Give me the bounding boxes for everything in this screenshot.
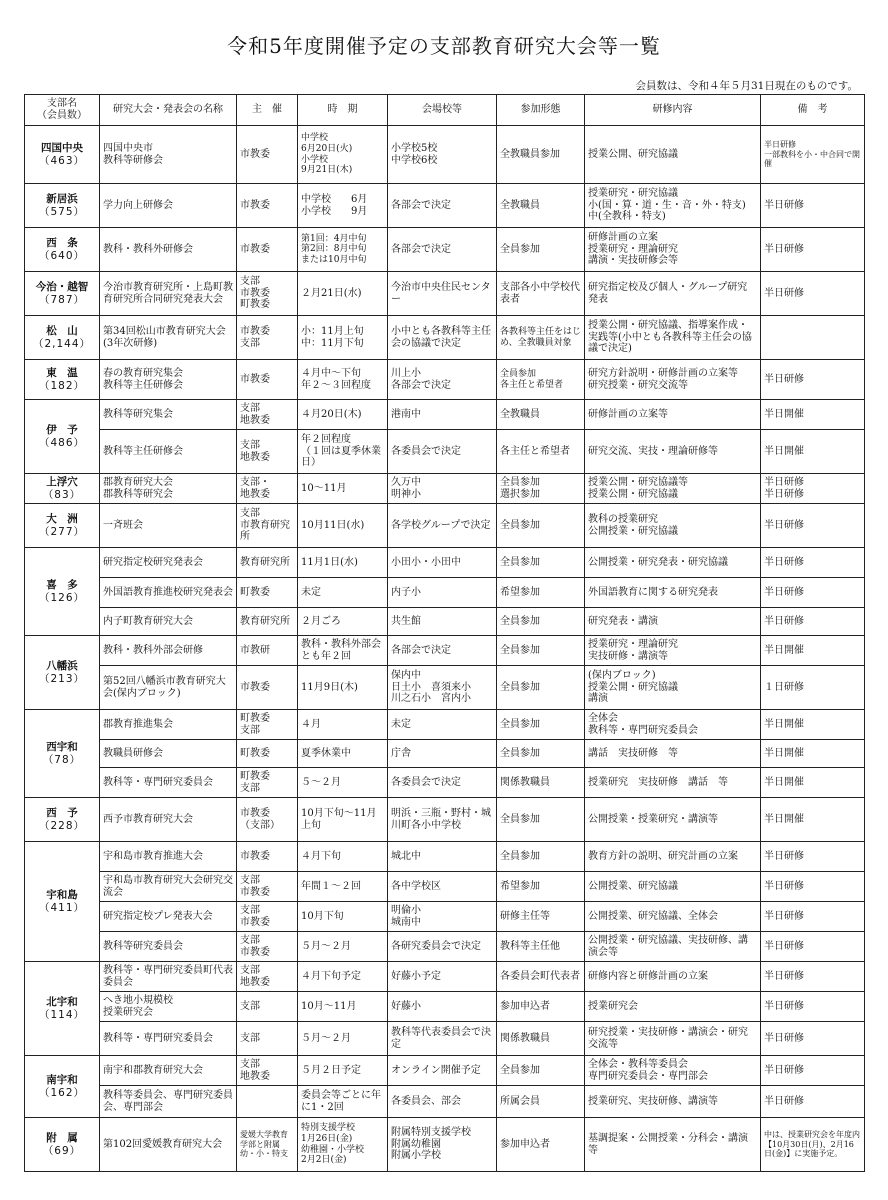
venue-cell: 好藤小 [388,992,497,1022]
time-cell: ５月２日予定 [298,1056,388,1086]
remark-cell: 半日研修 [761,504,865,548]
participation-cell: 参加申込者 [497,992,585,1022]
host-cell: 市教委 [237,184,298,228]
participation-cell: 全員参加 [497,608,585,636]
venue-cell: 久万中 明神小 [388,474,497,504]
time-cell: ５月〜２月 [298,1022,388,1056]
header-participation: 参加形態 [497,95,585,126]
event-name-cell: 郡教育研究大会 郡教科等研究会 [100,474,237,504]
event-name-cell: 春の教育研究集会 教科等主任研修会 [100,360,237,400]
branch-name: 伊 予 [46,424,78,437]
event-name-cell: 第34回松山市教育研究大会(3年次研修) [100,316,237,360]
venue-cell: 港南中 [388,400,497,430]
venue-cell: 川上小 各部会で決定 [388,360,497,400]
content-cell: 研修内容と研修計画の立案 [585,962,761,992]
table-row [25,228,865,272]
branch-cell [25,842,100,962]
host-cell: 支部 地教委 [237,962,298,992]
event-name-cell: 今治市教育研究所・上島町教育研究所合同研究発表大会 [100,272,237,316]
time-cell: 年２回程度 （１回は夏季休業日） [298,430,388,474]
venue-cell: 明倫小 城南中 [388,902,497,932]
content-cell: 授業公開、研究協議 [585,126,761,184]
host-cell: 町教委 支部 [237,768,298,798]
remark-cell: 半日研修 [761,548,865,578]
remark-cell: 半日開催 [761,636,865,666]
branch-member-count: （213） [38,672,86,685]
host-cell: 支部 地教委 [237,430,298,474]
branch-member-count: （640） [38,249,86,262]
time-cell: 11月1日(水) [298,548,388,578]
time-cell: ２月ごろ [298,608,388,636]
host-cell: 支部 市教委 [237,932,298,962]
branch-name: 大 洲 [46,513,78,526]
venue-cell: 城北中 [388,842,497,872]
branch-name: 西宇和 [46,741,78,754]
remark-cell: 半日研修 [761,184,865,228]
participation-cell: 教科等主任他 [497,932,585,962]
venue-cell: 好藤小予定 [388,962,497,992]
time-cell: 11月9日(木) [298,666,388,710]
event-name-cell: 西予市教育研究大会 [100,798,237,842]
table-row [25,768,865,798]
header-content: 研修内容 [585,95,761,126]
content-cell: 研究方針説明・研修計画の立案等 研究授業・研究交流等 [585,360,761,400]
remark-cell: 半日研修 [761,1022,865,1056]
remark-cell: 半日研修 [761,578,865,608]
venue-cell: 各研究委員会で決定 [388,932,497,962]
event-name-cell: 宇和島市教育推進大会 [100,842,237,872]
remark-cell: 半日研修 [761,272,865,316]
host-cell: 町教委 [237,740,298,768]
branch-cell [25,962,100,1056]
remark-cell: 半日研修 [761,962,865,992]
content-cell: 授業研究・理論研究 実技研修・講演等 [585,636,761,666]
table-row [25,842,865,872]
table-row [25,1118,865,1172]
event-name-cell: 郡教育推進集会 [100,710,237,740]
table-row [25,962,865,992]
participation-cell: 全員参加 [497,504,585,548]
table-row [25,872,865,902]
branch-name: 南宇和 [46,1074,78,1087]
table-row [25,1056,865,1086]
venue-cell: 各中学校区 [388,872,497,902]
remark-cell: 半日開催 [761,740,865,768]
remark-cell: 半日研修 半日研修 [761,474,865,504]
table-row [25,548,865,578]
remark-cell: 半日研修 [761,992,865,1022]
venue-cell: 小田小・小田中 [388,548,497,578]
host-cell: 市教研 [237,636,298,666]
branch-member-count: （228） [38,819,86,832]
remark-cell: 半日研修 [761,902,865,932]
participation-cell: 全員参加 [497,740,585,768]
branch-name: 北宇和 [46,996,78,1009]
content-cell: 授業研究 実技研修 講話 等 [585,768,761,798]
event-name-cell: 内子町教育研究大会 [100,608,237,636]
event-name-cell: 研究指定校研究発表会 [100,548,237,578]
event-name-cell: 教科等研究集会 [100,400,237,430]
table-row [25,272,865,316]
event-name-cell: 教科・教科外部会研修 [100,636,237,666]
branch-cell [25,316,100,360]
time-cell: ５月〜２月 [298,932,388,962]
remark-cell: 半日研修 [761,608,865,636]
table-row [25,504,865,548]
branch-cell [25,710,100,798]
venue-cell: 附属特別支援学校 附属幼稚園 附属小学校 [388,1118,497,1172]
time-cell: 10〜11月 [298,474,388,504]
branch-name: 西 予 [46,807,78,820]
content-cell: 授業公開・研究協議等 授業公開・研究協議 [585,474,761,504]
content-cell: 教科の授業研究 公開授業・研究協議 [585,504,761,548]
time-cell: 中学校 6月20日(火) 小学校 9月21日(木) [298,126,388,184]
host-cell: 市教委 [237,360,298,400]
time-cell: 10月〜11月 [298,992,388,1022]
participation-cell: 各委員会町代表者 [497,962,585,992]
venue-cell: 庁舎 [388,740,497,768]
content-cell: 授業研究、実技研修、講演等 [585,1086,761,1118]
participation-cell: 希望参加 [497,578,585,608]
table-row [25,636,865,666]
venue-cell: 各学校グループで決定 [388,504,497,548]
header-remarks: 備 考 [761,95,865,126]
time-cell: 特別支援学校 1月26日(金) 幼稚園・小学校 2月2日(金) [298,1118,388,1172]
host-cell: 支部 地教委 [237,1056,298,1086]
participation-cell: 全教職員参加 [497,126,585,184]
content-cell: 研究授業・実技研修・講演会・研究交流等 [585,1022,761,1056]
branch-member-count: （2,144） [32,337,92,350]
time-cell: 委員会等ごとに年に1・2回 [298,1086,388,1118]
participation-cell: 各主任と希望者 [497,430,585,474]
event-name-cell: 南宇和郡教育研究大会 [100,1056,237,1086]
participation-cell: 全教職員 [497,184,585,228]
time-cell: 10月下旬 [298,902,388,932]
page-title: 令和5年度開催予定の支部教育研究大会等一覧 [227,34,661,58]
time-cell: ４月20日(木) [298,400,388,430]
branch-cell [25,1056,100,1118]
branch-name: 八幡浜 [46,660,78,673]
venue-cell: 共生館 [388,608,497,636]
event-name-cell: 教科等委員会、専門研究委員会、専門部会 [100,1086,237,1118]
content-cell: 公開授業・研究協議、実技研修、講演会等 [585,932,761,962]
participation-cell: 全員参加 [497,1056,585,1086]
time-cell: ２月21日(水) [298,272,388,316]
host-cell: 市教委 [237,666,298,710]
venue-cell: 小学校5校 中学校6校 [388,126,497,184]
remark-cell [761,316,865,360]
participation-cell: 全員参加 [497,710,585,740]
time-cell: ４月中〜下旬 年２〜３回程度 [298,360,388,400]
host-cell: 支部 地教委 [237,400,298,430]
participation-cell: 全員参加 [497,548,585,578]
table-body [25,126,865,1172]
participation-cell: 全員参加 各主任と希望者 [497,360,585,400]
branch-name: 上浮穴 [46,476,78,489]
host-cell: 支部 [237,1022,298,1056]
host-cell: 市教委 [237,228,298,272]
header-venue: 会場校等 [388,95,497,126]
content-cell: 全体会 教科等・専門研究委員会 [585,710,761,740]
table-row [25,710,865,740]
conference-table [24,94,865,1172]
venue-cell: 各委員会で決定 [388,430,497,474]
header-event-name: 研究大会・発表会の名称 [100,95,237,126]
content-cell: 外国語教育に関する研究発表 [585,578,761,608]
content-cell: 公開授業、研究協議 [585,872,761,902]
branch-cell [25,272,100,316]
branch-name: 宇和島 [46,889,78,902]
branch-cell [25,184,100,228]
event-name-cell: 四国中央市 教科等研修会 [100,126,237,184]
venue-cell: 各委員会で決定 [388,768,497,798]
content-cell: 講話 実技研修 等 [585,740,761,768]
participation-cell: 全員参加 [497,842,585,872]
table-row [25,316,865,360]
remark-cell: 半日研修 [761,228,865,272]
host-cell: 支部 [237,992,298,1022]
branch-cell [25,360,100,400]
branch-name: 新居浜 [46,193,78,206]
venue-cell: 内子小 [388,578,497,608]
branch-member-count: （463） [38,154,86,167]
host-cell: 市教委 [237,126,298,184]
participation-cell: 関係教職員 [497,1022,585,1056]
branch-cell [25,548,100,636]
participation-cell: 所属会員 [497,1086,585,1118]
participation-cell: 参加申込者 [497,1118,585,1172]
branch-member-count: （162） [38,1086,86,1099]
venue-cell: 各部会で決定 [388,184,497,228]
remark-cell: 半日開催 [761,400,865,430]
table-row [25,474,865,504]
header-row [25,95,865,126]
membership-note: 会員数は、令和４年５月31日現在のものです。 [635,80,858,92]
branch-cell [25,474,100,504]
remark-cell: 半日研修 [761,1086,865,1118]
branch-name: 松 山 [46,325,78,338]
remark-cell: 半日研修 一部教科を小・中合同で開催 [761,126,865,184]
time-cell: 年間１〜２回 [298,872,388,902]
table-row [25,126,865,184]
remark-cell: 中は、授業研究会を年度内【10月30日(月)、2月16日(金)】に実施予定。 [761,1118,865,1172]
branch-member-count: （182） [38,379,86,392]
table-row [25,360,865,400]
host-cell: 市教委 （支部） [237,798,298,842]
event-name-cell: 学力向上研修会 [100,184,237,228]
host-cell: 町教委 [237,578,298,608]
table-row [25,902,865,932]
event-name-cell: 第52回八幡浜市教育研究大会(保内ブロック) [100,666,237,710]
branch-cell [25,228,100,272]
participation-cell: 全員参加 [497,636,585,666]
event-name-cell: へき地小規模校 授業研究会 [100,992,237,1022]
table-row [25,992,865,1022]
participation-cell: 全員参加 [497,798,585,842]
branch-member-count: （411） [38,901,86,914]
remark-cell: １日研修 [761,666,865,710]
table-row [25,1022,865,1056]
event-name-cell: 教科等主任研修会 [100,430,237,474]
table-row [25,608,865,636]
event-name-cell: 教科等・専門研究委員会 [100,768,237,798]
content-cell: 授業研究会 [585,992,761,1022]
branch-name: 今治・越智 [35,281,89,294]
header-time: 時 期 [298,95,388,126]
venue-cell: 今治市中央住民センター [388,272,497,316]
remark-cell: 半日開催 [761,768,865,798]
host-cell: 支部 市教委 町教委 [237,272,298,316]
time-cell: ４月下旬 [298,842,388,872]
remark-cell: 半日研修 [761,842,865,872]
branch-member-count: （69） [42,1144,82,1157]
table-row [25,578,865,608]
venue-cell: 教科等代表委員会で決定 [388,1022,497,1056]
table-row [25,740,865,768]
content-cell: 公開授業・授業研究・講演等 [585,798,761,842]
participation-cell: 全教職員 [497,400,585,430]
branch-member-count: （114） [38,1008,86,1021]
time-cell: ４月下旬予定 [298,962,388,992]
event-name-cell: 教科等・専門研究委員会 [100,1022,237,1056]
branch-member-count: （575） [38,205,86,218]
venue-cell: オンライン開催予定 [388,1056,497,1086]
host-cell: 市教委 [237,842,298,872]
host-cell: 支部・ 地教委 [237,474,298,504]
host-cell: 市教委 支部 [237,316,298,360]
event-name-cell: 第102回愛媛教育研究大会 [100,1118,237,1172]
venue-cell: 各部会で決定 [388,228,497,272]
venue-cell: 未定 [388,710,497,740]
remark-cell: 半日開催 [761,798,865,842]
event-name-cell: 教科等・専門研究委員町代表委員会 [100,962,237,992]
branch-name: 東 温 [46,367,78,380]
event-name-cell: 研究指定校プレ発表大会 [100,902,237,932]
remark-cell: 半日研修 [761,932,865,962]
content-cell: 授業公開・研究協議、指導案作成・実践等(小中とも各教科等主任会の協議で決定) [585,316,761,360]
host-cell: 教育研究所 [237,548,298,578]
branch-cell [25,400,100,474]
branch-member-count: （83） [42,488,82,501]
time-cell: 10月下旬〜11月上旬 [298,798,388,842]
time-cell: 第1回：4月中旬 第2回：8月中旬 または10月中旬 [298,228,388,272]
time-cell: 未定 [298,578,388,608]
host-cell: 愛媛大学教育学部と附属幼・小・特支 [237,1118,298,1172]
participation-cell: 全員参加 選択参加 [497,474,585,504]
event-name-cell: 一斉班会 [100,504,237,548]
content-cell: 研究発表・講演 [585,608,761,636]
branch-member-count: （126） [38,591,86,604]
participation-cell: 希望参加 [497,872,585,902]
event-name-cell: 教科等研究委員会 [100,932,237,962]
venue-cell: 保内中 日土小 喜須来小 川之石小 宮内小 [388,666,497,710]
branch-cell [25,126,100,184]
remark-cell: 半日研修 [761,872,865,902]
participation-cell: 関係教職員 [497,768,585,798]
participation-cell: 研修主任等 [497,902,585,932]
time-cell: 中学校 6月 小学校 9月 [298,184,388,228]
content-cell: 基調提案・公開授業・分科会・講演等 [585,1118,761,1172]
content-cell: 教育方針の説明、研究計画の立案 [585,842,761,872]
time-cell: 夏季休業中 [298,740,388,768]
branch-member-count: （78） [42,753,82,766]
branch-name: 西 条 [46,237,78,250]
remark-cell: 半日開催 [761,710,865,740]
content-cell: 研修計画の立案 授業研究・理論研究 講演・実技研修会等 [585,228,761,272]
branch-cell [25,1118,100,1172]
venue-cell: 各部会で決定 [388,636,497,666]
header-host: 主 催 [237,95,298,126]
remark-cell: 半日研修 [761,1056,865,1086]
participation-cell: 全員参加 [497,666,585,710]
content-cell: (保内ブロック) 授業公開・研究協議 講演 [585,666,761,710]
event-name-cell: 教科・教科外研修会 [100,228,237,272]
venue-cell: 小中とも各教科等主任会の協議で決定 [388,316,497,360]
event-name-cell: 外国語教育推進校研究発表会 [100,578,237,608]
branch-cell [25,798,100,842]
branch-member-count: （486） [38,436,86,449]
host-cell [237,1086,298,1118]
table-row [25,184,865,228]
branch-cell [25,504,100,548]
content-cell: 公開授業、研究協議、全体会 [585,902,761,932]
host-cell: 教育研究所 [237,608,298,636]
time-cell: ５〜２月 [298,768,388,798]
table-row [25,430,865,474]
event-name-cell: 宇和島市教育研究大会研究交流会 [100,872,237,902]
table-row [25,798,865,842]
time-cell: 10月11日(水) [298,504,388,548]
remark-cell: 半日研修 [761,360,865,400]
table-row [25,1086,865,1118]
content-cell: 公開授業・研究発表・研究協議 [585,548,761,578]
branch-cell [25,636,100,710]
host-cell: 支部 市教委 [237,872,298,902]
participation-cell: 支部各小中学校代表者 [497,272,585,316]
time-cell: ４月 [298,710,388,740]
branch-name: 四国中央 [41,142,83,155]
event-name-cell: 教職員研修会 [100,740,237,768]
remark-cell: 半日開催 [761,430,865,474]
participation-cell: 各教科等主任をはじめ、全教職員対象 [497,316,585,360]
time-cell: 教科・教科外部会とも年２回 [298,636,388,666]
content-cell: 研修計画の立案等 [585,400,761,430]
content-cell: 研究交流、実技・理論研修等 [585,430,761,474]
host-cell: 支部 市教育研究所 [237,504,298,548]
time-cell: 小：11月上旬 中：11月下旬 [298,316,388,360]
branch-name: 喜 多 [46,579,78,592]
content-cell: 授業研究・研究協議 小(国・算・道・生・音・外・特支) 中(全教科・特支) [585,184,761,228]
branch-member-count: （277） [38,525,86,538]
table-row [25,666,865,710]
table-row [25,400,865,430]
host-cell: 支部 市教委 [237,902,298,932]
table-row [25,932,865,962]
branch-member-count: （787） [38,293,86,306]
content-cell: 研究指定校及び個人・グループ研究発表 [585,272,761,316]
content-cell: 全体会・教科等委員会 専門研究委員会・専門部会 [585,1056,761,1086]
venue-cell: 明浜・三瓶・野村・城川町各小中学校 [388,798,497,842]
branch-name: 附 属 [46,1132,78,1145]
venue-cell: 各委員会、部会 [388,1086,497,1118]
host-cell: 町教委 支部 [237,710,298,740]
participation-cell: 全員参加 [497,228,585,272]
header-branch: 支部名 （会員数） [25,95,100,126]
